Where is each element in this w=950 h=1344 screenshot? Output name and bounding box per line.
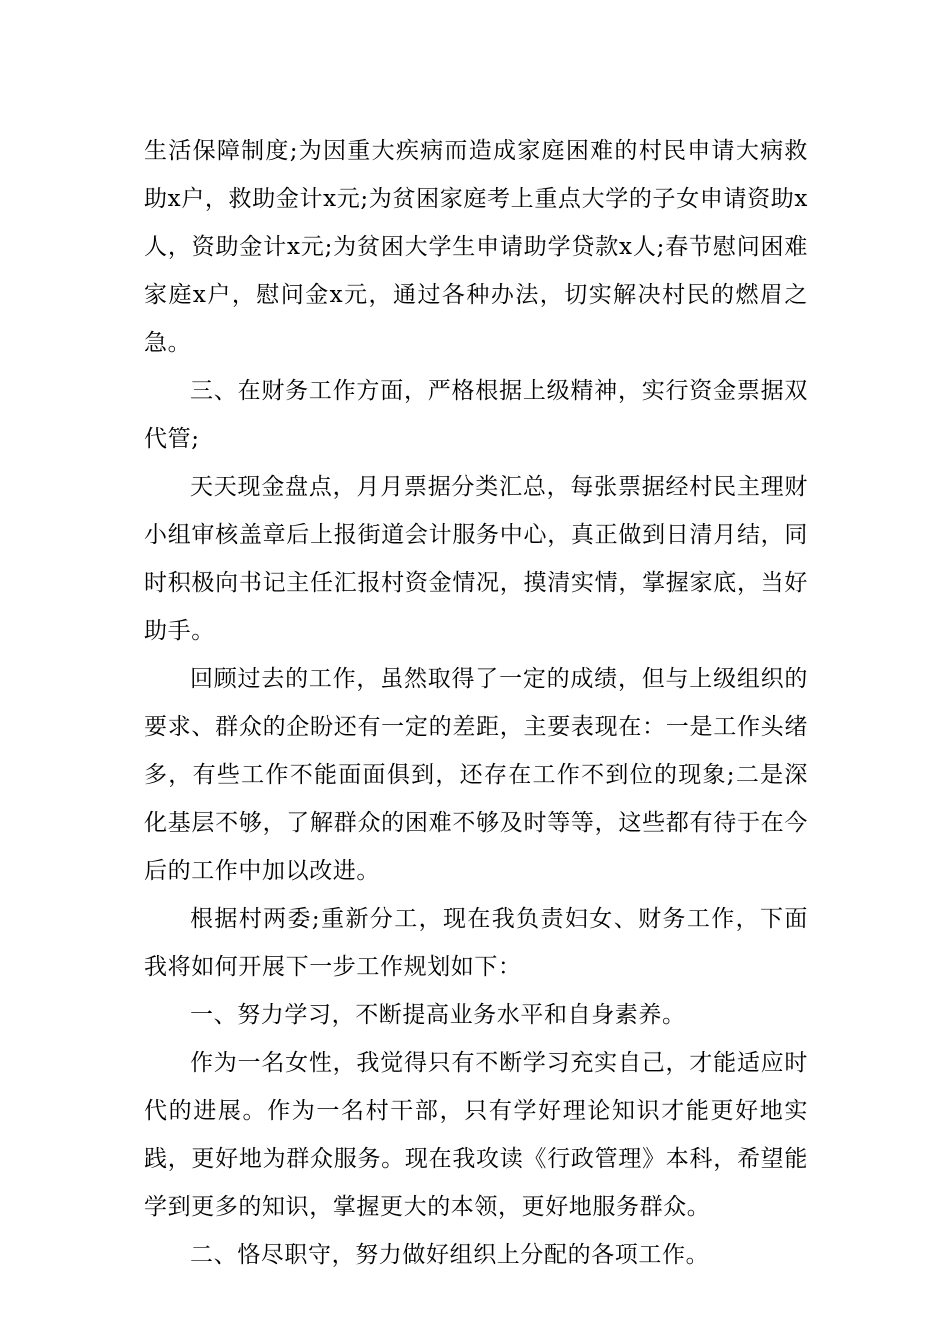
paragraph-6: 一、努力学习，不断提高业务水平和自身素养。 [190,1002,686,1028]
paragraph-4: 回顾过去的工作，虽然取得了一定的成绩，但与上级组织的要求、群众的企盼还有一定的差距，主要表现在：一是工作头绪多，有些工作不能面面俱到，还存在工作不到位的现象;二是深化基层不够，了解群众的困难不够及时等等，这些都有待于在今后的工作中加以改进。 [144,666,808,884]
paragraph-8: 二、恪尽职守，努力做好组织上分配的各项工作。 [190,1242,710,1268]
paragraph-7: 作为一名女性，我觉得只有不断学习充实自己，才能适应时代的进展。作为一名村干部，只有学好理论知识才能更好地实践，更好地为群众服务。现在我攻读《行政管理》本科，希望能学到更多的知识，掌握更大的本领，更好地服务群众。 [144,1050,808,1220]
paragraph-1: 生活保障制度;为因重大疾病而造成家庭困难的村民申请大病救助x户，救助金计x元;为贫困家庭考上重点大学的子女申请资助x人，资助金计x元;为贫困大学生申请助学贷款x人;春节慰问困难家庭x户，慰问金x元，通过各种办法，切实解决村民的燃眉之急。 [144,138,808,356]
document-body [144,127,808,1279]
paragraph-3: 天天现金盘点，月月票据分类汇总，每张票据经村民主理财小组审核盖章后上报街道会计服务中心，真正做到日清月结，同时积极向书记主任汇报村资金情况，摸清实情，掌握家底，当好助手。 [144,474,808,644]
paragraph-2: 三、在财务工作方面，严格根据上级精神，实行资金票据双代管; [144,378,808,452]
paragraph-5: 根据村两委;重新分工，现在我负责妇女、财务工作，下面我将如何开展下一步工作规划如下： [144,906,808,980]
